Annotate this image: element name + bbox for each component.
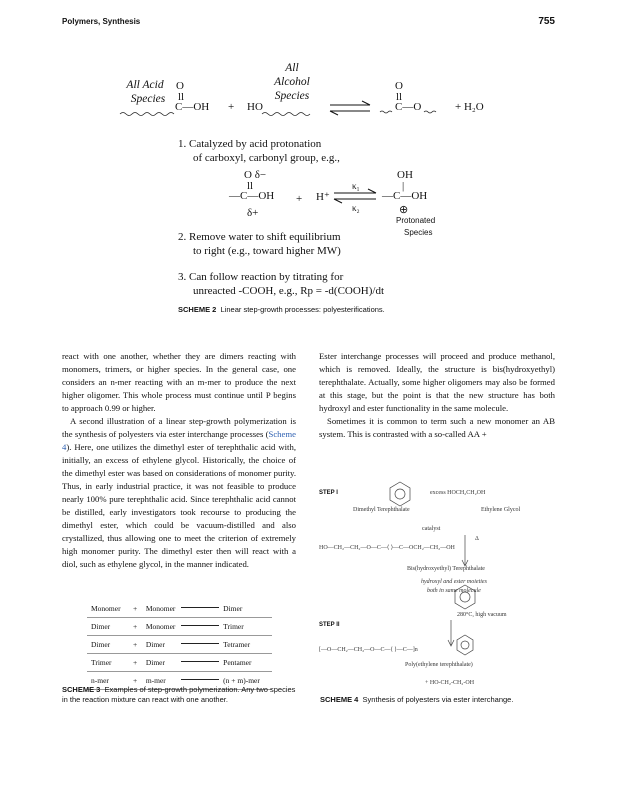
bhet-formula: HO—CH₂—CH₂—O—C—⟨ ⟩—C—OCH₂—CH₂—OH [319,545,455,551]
table-row [87,636,272,654]
dmt-benzene-ring [390,482,410,506]
running-header: Polymers, Synthesis [62,17,141,26]
pet-benzene-ring [457,635,473,655]
protonated-group: —C—OH [382,190,428,202]
step2-label: STEP II [319,622,340,628]
k1-label: κ₁ [352,181,360,191]
water-product: + H₂O [455,101,484,113]
table-row [87,654,272,672]
note-line2: both in same molecule [427,588,481,594]
acid-group: C—OH [175,101,210,113]
reaction-arrow-icon [181,679,219,680]
ester-chain-right [424,111,436,113]
table-cell: Dimer [87,618,128,636]
scheme-4 [315,480,560,710]
step1-acid: —C—OH [229,190,275,202]
alcohol-species-label: Species [274,90,310,102]
table-cell: Tetramer [183,636,272,654]
conditions-label: 280°C, high vacuum [457,612,507,618]
plus-step1: + [296,193,303,205]
table-cell: Trimer [183,618,272,636]
single-bond-oh: | [402,180,405,192]
protonation-arrow [334,189,376,203]
step1-label: STEP I [319,490,338,496]
delta-minus-oxygen: O δ− [244,169,267,181]
bhet-label: Bis(hydroxyethyl) Terephthalate [407,566,485,572]
protonated-species-label: Species [404,228,433,237]
byproduct-label: + HO-CH₂-CH₂-OH [425,680,475,686]
all-acid-label: All Acid [126,79,164,91]
acid-chain-wavy [120,113,174,116]
step3-line1: 3. Can follow reaction by titrating for [178,271,344,283]
table-cell: Dimer [142,654,183,672]
page-number: 755 [538,16,555,27]
scheme2-caption-text: Linear step-growth processes: polyesterifications. [220,305,385,314]
reaction-arrow-icon [181,607,219,608]
table-cell: Trimer [87,654,128,672]
step-growth-table [87,600,272,690]
pet-ring-circle [461,641,469,649]
scheme4-caption [320,695,560,705]
scheme4-caption-text: Synthesis of polyesters via ester interchange. [362,695,514,704]
proton: H⁺ [316,191,330,203]
table-cell: + [128,636,141,654]
table-cell: Monomer [87,600,128,618]
table-row [87,618,272,636]
double-bond-left: ll [178,91,185,103]
k2-label: κ₂ [352,203,360,213]
dmt-label: Dimethyl Terephthalate [353,507,410,513]
equilibrium-arrow [330,101,370,115]
table-cell: + [128,672,141,690]
plus-sign: + [228,101,235,113]
table-cell: + [128,654,141,672]
catalyst-label: catalyst [422,526,441,532]
right-paragraph-1: Ester interchange processes will proceed and produce methanol, which is removed. Ideally, the structure is bis(hydroxyethyl) terephthalate. Actually, some higher oligomers may also be formed at this stage, but the point is that the new structure has both hydroxyl and ester functionality in the same molecule. [319,351,555,413]
table-cell: m-mer [142,672,183,690]
table-cell: Monomer [142,618,183,636]
reaction-arrow-icon [181,643,219,644]
alcohol-label: Alcohol [274,76,310,88]
reaction-arrow-icon [181,661,219,662]
carbonyl-o-left: O [176,80,184,92]
pet-label: Poly(ethylene terephthalate) [405,662,473,668]
table-cell: Monomer [142,600,183,618]
double-bond-right: ll [396,91,403,103]
alcohol-group: HO [247,101,263,113]
carbonyl-o-right: O [395,80,403,92]
p2-end: ). Here, one utilizes the dimethyl ester of terephthalic acid with, initially, an excess of ethylene glycol. Historically, the choice of the dimethyl ester was based on considerations of monomer purity. Thus, in early industrial practice, it was not feasible to produce nearly 100% pure terephthalic acid. Since terephthalic acid cannot be distilled, early investigators took recourse to producing the dimethyl ester, which could be vacuum-distilled and also crystallized, thus allowing one to meet the criterion of extremely high monomer purity. The dimethyl ester then will react with a diol, such as ethylene glycol, in the manner indicated. [62,442,296,569]
scheme2-caption-label: SCHEME 2 [178,305,217,314]
scheme4-caption-label: SCHEME 4 [320,695,359,704]
reaction-arrow-icon [181,625,219,626]
step1-line1: 1. Catalyzed by acid protonation [178,138,322,150]
acid-species-label: Species [130,93,166,105]
table-cell: Dimer [142,636,183,654]
positive-charge: ⊕ [399,204,409,216]
pet-formula: [—O—CH₂—CH₂—O—C—⟨ ⟩—C—]n [319,647,418,653]
scheme2-caption [178,305,385,315]
scheme3-caption-label: SCHEME 3 [62,685,101,694]
dmt-ring-circle [395,489,405,499]
table-cell: (n + m)-mer [183,672,272,690]
right-paragraph-2: Sometimes it is common to term such a new monomer an AB system. This is contrasted with a so-called AA + [319,416,555,439]
left-paragraph-2 [62,415,296,571]
table-cell: n-mer [87,672,128,690]
scheme-2 [0,0,617,320]
p2-start: A second illustration of a linear step-growth polymerization is the synthesis of polyesters via ester interchange processes ( [62,416,296,439]
table-row [87,600,272,618]
double-bond-step1: ll [247,180,254,192]
scheme3-caption-text: Examples of step-growth polymerization. Any two species in the reaction mixture can react with one another. [62,685,296,704]
table-cell: Dimer [87,636,128,654]
table-cell: Dimer [183,600,272,618]
scheme3-caption [62,685,298,705]
excess-glycol: excess HOCH₂CH₂OH [430,490,486,496]
step3-line2: unreacted -COOH, e.g., Rp = -d(COOH)/dt [193,285,385,297]
alcohol-chain-wavy [262,113,310,116]
left-column [62,350,296,571]
left-paragraph-1: react with one another, whether they are dimers reacting with monomers, trimers, or higher species. In the general case, one considers an n-mer reacting with an m-mer to produce the next higher oligomer. This whole process must continue until P begins to approach 0.99 or higher. [62,351,296,413]
table-cell: + [128,600,141,618]
heat-label: Δ [475,536,479,542]
right-column [319,350,555,441]
delta-plus: δ+ [247,207,259,219]
all-label: All [285,62,299,74]
table-cell: + [128,618,141,636]
scheme4-link[interactable]: Scheme 4 [62,429,296,452]
scheme4-graphics [315,480,560,710]
step1-line2: of carboxyl, carbonyl group, e.g., [193,152,340,164]
step2-line2: to right (e.g., toward higher MW) [193,245,341,257]
ester-group: C—O [395,101,422,113]
table-cell: Pentamer [183,654,272,672]
ester-chain-left [380,111,392,113]
step2-line1: 2. Remove water to shift equilibrium [178,231,341,243]
scheme-3 [87,600,272,690]
protonated-label: Protonated [396,216,436,225]
oh-label: OH [397,169,413,181]
note-line1: hydroxyl and ester moieties [421,579,487,585]
eg-label: Ethylene Glycol [481,507,521,513]
